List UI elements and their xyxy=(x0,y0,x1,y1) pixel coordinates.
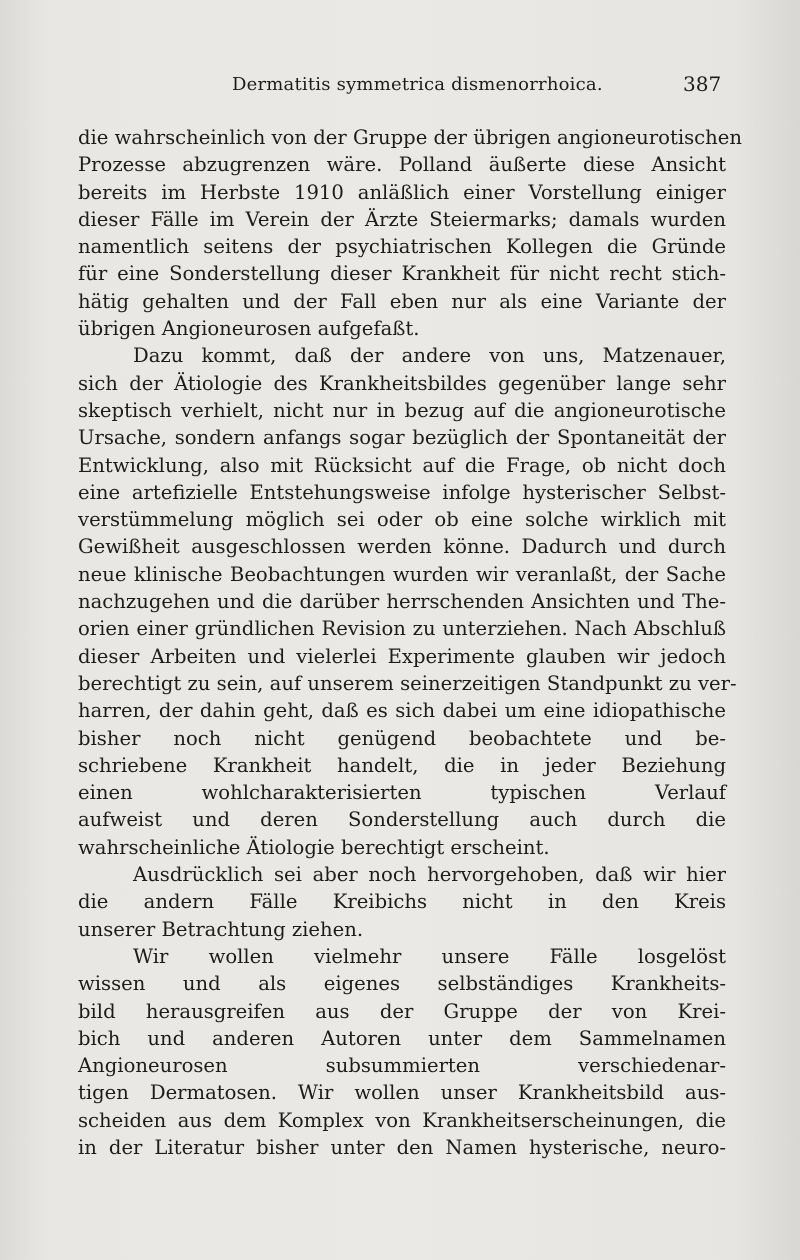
text-line: namentlich seitens der psychiatrischen Kollegen die Gründe xyxy=(78,235,726,259)
text-line: dieser Arbeiten und vielerlei Experimente glauben wir jedoch xyxy=(78,644,726,668)
text-line: einen wohlcharakterisierten typischen Verlauf xyxy=(78,781,726,805)
text-line: eine artefizielle Entstehungsweise infolge hysterischer Selbst- xyxy=(78,480,726,504)
text-line: orien einer gründlichen Revision zu unterziehen. Nach Abschluß xyxy=(78,617,726,641)
text-line: die andern Fälle Kreibichs nicht in den Kreis xyxy=(78,890,726,914)
text-line: berechtigt zu sein, auf unserem seinerzeitigen Standpunkt zu ver- xyxy=(78,671,737,695)
text-line: wahrscheinliche Ätiologie berechtigt erscheint. xyxy=(78,835,550,859)
text-line: Gewißheit ausgeschlossen werden könne. Dadurch und durch xyxy=(78,535,726,559)
text-line: für eine Sonderstellung dieser Krankheit für nicht recht stich- xyxy=(78,262,726,286)
body-text xyxy=(78,124,742,1161)
text-line: schriebene Krankheit handelt, die in jeder Beziehung xyxy=(78,753,726,777)
text-line: in der Literatur bisher unter den Namen hysterische, neuro- xyxy=(78,1135,726,1159)
text-line: bereits im Herbste 1910 anläßlich einer Vorstellung einiger xyxy=(78,180,726,204)
text-line: sich der Ätiologie des Krankheitsbildes gegenüber lange sehr xyxy=(78,371,726,395)
text-line: Ursache, sondern anfangs sogar bezüglich der Spontaneität der xyxy=(78,426,726,450)
text-line: hätig gehalten und der Fall eben nur als eine Variante der xyxy=(78,289,726,313)
text-line: Ausdrücklich sei aber noch hervorgehoben, daß wir hier xyxy=(133,863,726,887)
text-line: Prozesse abzugrenzen wäre. Polland äußerte diese Ansicht xyxy=(78,153,726,177)
text-line: die wahrscheinlich von der Gruppe der übrigen angioneurotischen xyxy=(78,126,742,149)
text-line: Dazu kommt, daß der andere von uns, Matzenauer, xyxy=(133,344,726,368)
page-header xyxy=(0,72,800,102)
text-line: neue klinische Beobachtungen wurden wir veranlaßt, der Sache xyxy=(78,562,726,586)
running-title: Dermatitis symmetrica dismenorrhoica. xyxy=(232,74,603,95)
text-line: skeptisch verhielt, nicht nur in bezug auf die angioneurotische xyxy=(78,398,726,422)
text-line: Angioneurosen subsummierten verschiedenar- xyxy=(78,1054,726,1078)
text-line: verstümmelung möglich sei oder ob eine solche wirklich mit xyxy=(78,508,726,532)
text-line: nachzugehen und die darüber herrschenden Ansichten und The- xyxy=(78,590,726,614)
text-line: bild herausgreifen aus der Gruppe der von Krei- xyxy=(78,999,726,1023)
text-line: bisher noch nicht genügend beobachtete und be- xyxy=(78,726,726,750)
page-number: 387 xyxy=(683,72,722,96)
text-line: Wir wollen vielmehr unsere Fälle losgelöst xyxy=(133,944,726,968)
text-line: Entwicklung, also mit Rücksicht auf die Frage, ob nicht doch xyxy=(78,453,726,477)
text-line: dieser Fälle im Verein der Ärzte Steiermarks; damals wurden xyxy=(78,207,726,231)
text-line: tigen Dermatosen. Wir wollen unser Krankheitsbild aus- xyxy=(78,1081,726,1105)
text-line: übrigen Angioneurosen aufgefaßt. xyxy=(78,317,420,341)
text-line: wissen und als eigenes selbständiges Krankheits- xyxy=(78,972,726,996)
text-line: harren, der dahin geht, daß es sich dabei um eine idiopathische xyxy=(78,699,726,723)
text-line: unserer Betrachtung ziehen. xyxy=(78,917,364,941)
text-line: bich und anderen Autoren unter dem Sammelnamen xyxy=(78,1026,726,1050)
text-line: aufweist und deren Sonderstellung auch durch die xyxy=(78,808,726,832)
text-line: scheiden aus dem Komplex von Krankheitserscheinungen, die xyxy=(78,1108,726,1132)
